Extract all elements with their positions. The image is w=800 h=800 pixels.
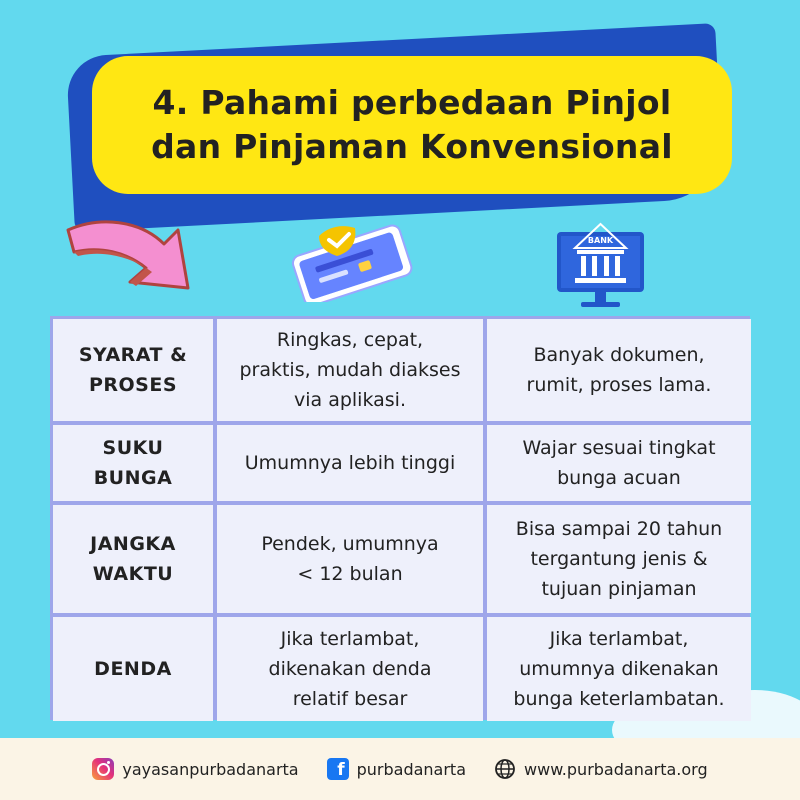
row-label-denda: DENDA xyxy=(53,617,213,721)
website-link[interactable] xyxy=(494,758,708,780)
pinjol-denda: Jika terlambat, dikenakan denda relatif besar xyxy=(217,617,483,721)
konvensional-denda: Jika terlambat, umumnya dikenakan bunga keterlambatan. xyxy=(487,617,751,721)
pink-arrow-icon xyxy=(60,208,200,298)
facebook-handle: purbadanarta xyxy=(356,759,467,779)
title-banner xyxy=(92,56,732,194)
pinjol-syarat-proses: Ringkas, cepat, praktis, mudah diakses via aplikasi. xyxy=(217,319,483,421)
footer xyxy=(0,738,800,800)
row-label-jangka-waktu: JANGKA WAKTU xyxy=(53,505,213,613)
globe-icon xyxy=(494,758,516,780)
instagram-handle: yayasanpurbadanarta xyxy=(122,759,299,779)
bank-label: BANK xyxy=(587,236,614,245)
title-line-2: dan Pinjaman Konvensional xyxy=(151,127,673,166)
pinjol-suku-bunga: Umumnya lebih tinggi xyxy=(217,425,483,501)
konvensional-syarat-proses: Banyak dokumen, rumit, proses lama. xyxy=(487,319,751,421)
konvensional-jangka-waktu: Bisa sampai 20 tahun tergantung jenis & tujuan pinjaman xyxy=(487,505,751,613)
konvensional-suku-bunga: Wajar sesuai tingkat bunga acuan xyxy=(487,425,751,501)
bank-monitor-icon xyxy=(553,218,648,313)
website-url: www.purbadanarta.org xyxy=(524,759,708,779)
row-label-syarat-proses: SYARAT & PROSES xyxy=(53,319,213,421)
instagram-icon xyxy=(92,758,114,780)
facebook-icon: f xyxy=(327,758,349,780)
instagram-link[interactable] xyxy=(92,758,298,780)
title-line-1: 4. Pahami perbedaan Pinjol xyxy=(152,83,672,122)
phone-card-icon xyxy=(285,222,415,302)
comparison-table xyxy=(50,316,750,720)
facebook-link[interactable] xyxy=(327,758,466,780)
row-label-suku-bunga: SUKU BUNGA xyxy=(53,425,213,501)
pinjol-jangka-waktu: Pendek, umumnya < 12 bulan xyxy=(217,505,483,613)
